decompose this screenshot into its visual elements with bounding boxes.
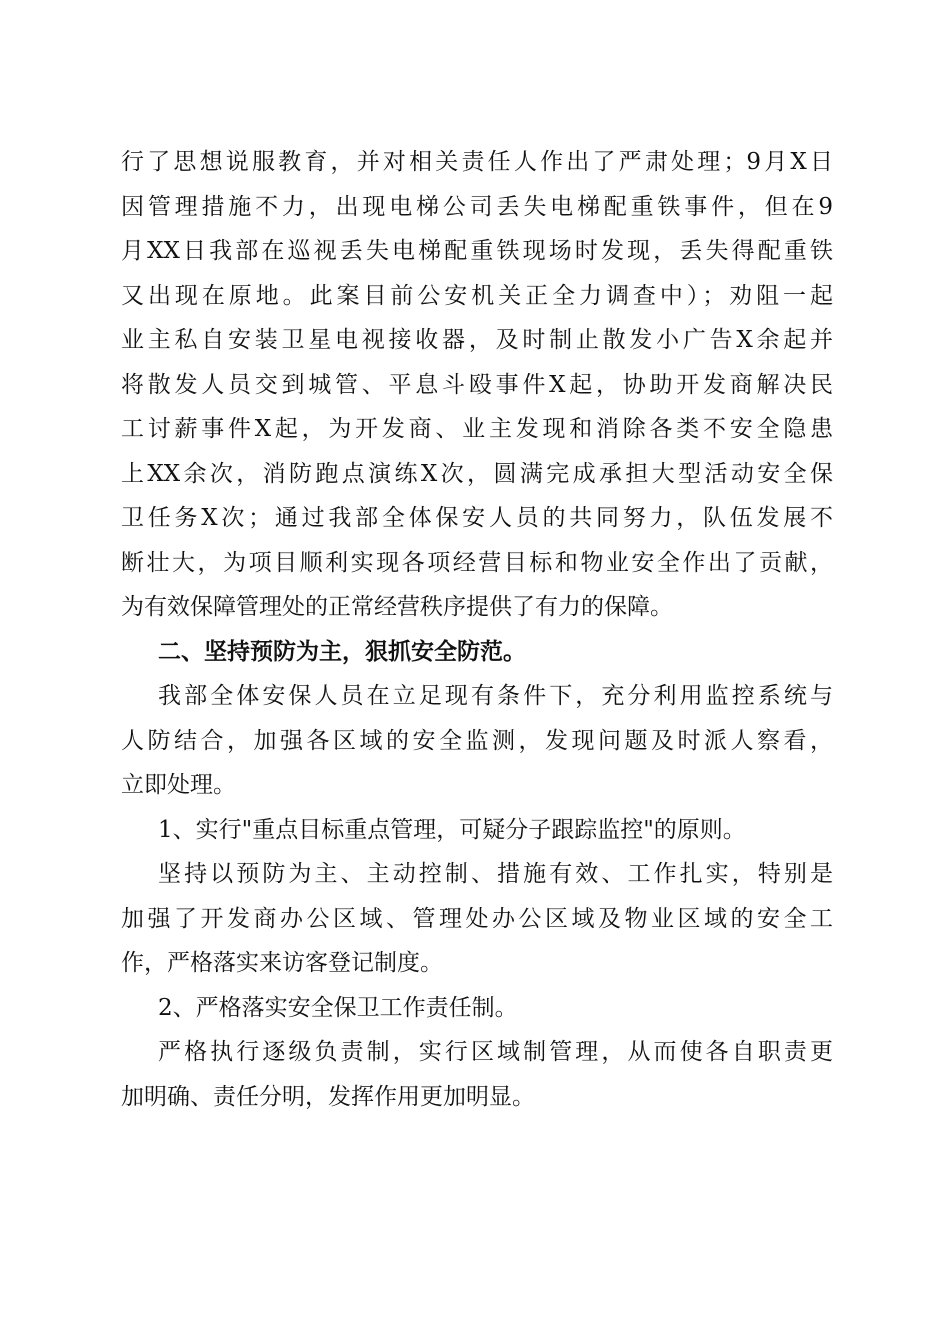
paragraph-line: 加明确、责任分明，发挥作用更加明显。 xyxy=(121,1083,535,1110)
paragraph-line: 为有效保障管理处的正常经营秩序提供了有力的保障。 xyxy=(121,594,673,620)
paragraph-line: 工讨薪事件X起，为开发商、业主发现和消除各类不安全隐患 xyxy=(121,416,833,442)
item-title: 1、实行"重点目标重点管理，可疑分子跟踪监控"的原则。 xyxy=(158,816,746,843)
paragraph-line: 严格执行逐级负责制，实行区域制管理，从而使各自职责更 xyxy=(158,1039,833,1065)
item-title: 2、严格落实安全保卫工作责任制。 xyxy=(158,994,518,1021)
paragraph-line: 人防结合，加强各区域的安全监测，发现问题及时派人察看， xyxy=(121,727,833,754)
paragraph-line: 立即处理。 xyxy=(121,772,236,798)
paragraph-line: 又出现在原地。此案目前公安机关正全力调查中）；劝阻一起 xyxy=(121,282,833,309)
paragraph-line: 将散发人员交到城管、平息斗殴事件X起，协助开发商解决民 xyxy=(121,371,833,398)
paragraph-line: 行了思想说服教育，并对相关责任人作出了严肃处理；9月X日 xyxy=(121,149,833,175)
paragraph-line: 坚持以预防为主、主动控制、措施有效、工作扎实，特别是 xyxy=(158,861,833,887)
document-body xyxy=(121,140,833,1119)
paragraph-line: 我部全体安保人员在立足现有条件下，充分利用监控系统与 xyxy=(158,683,833,709)
paragraph-line: 因管理措施不力，出现电梯公司丢失电梯配重铁事件，但在9 xyxy=(121,193,833,220)
section-heading: 二、坚持预防为主，狠抓安全防范。 xyxy=(158,638,526,665)
paragraph-line: 加强了开发商办公区域、管理处办公区域及物业区域的安全工 xyxy=(121,905,833,932)
paragraph-line: 上XX余次，消防跑点演练X次，圆满完成承担大型活动安全保 xyxy=(121,460,833,487)
paragraph-line: 断壮大，为项目顺利实现各项经营目标和物业安全作出了贡献， xyxy=(121,549,833,576)
paragraph-line: 作，严格落实来访客登记制度。 xyxy=(121,950,443,976)
paragraph-line: 业主私自安装卫星电视接收器，及时制止散发小广告X余起并 xyxy=(121,327,833,353)
paragraph-line: 卫任务X次；通过我部全体保安人员的共同努力，队伍发展不 xyxy=(121,505,833,531)
paragraph-line: 月XX日我部在巡视丢失电梯配重铁现场时发现，丢失得配重铁 xyxy=(121,238,833,264)
